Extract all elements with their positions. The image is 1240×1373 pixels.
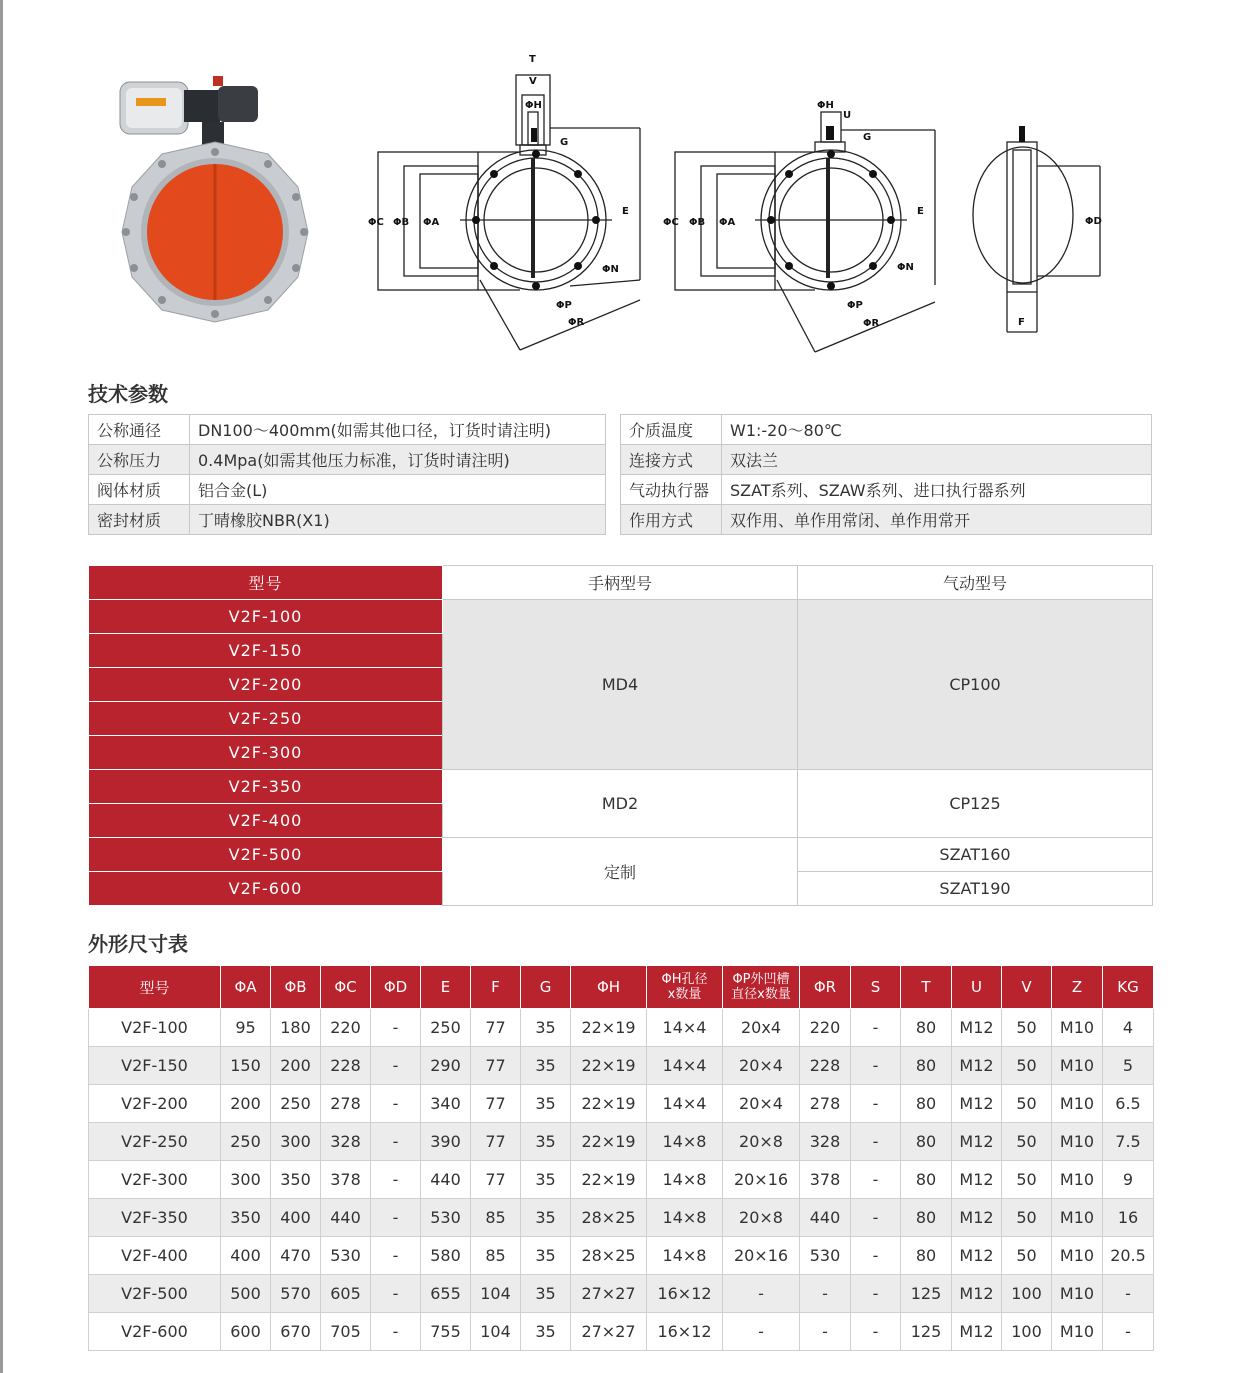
dim-table-row: [89, 1313, 1154, 1351]
dim-value-cell: M12: [952, 1047, 1002, 1085]
dim-table-title: 外形尺寸表: [88, 932, 188, 956]
label-h2: ΦH: [817, 100, 834, 111]
dim-value-cell: 85: [471, 1237, 521, 1275]
dim-value-cell: 200: [271, 1047, 321, 1085]
dim-value-cell: 14×8: [647, 1237, 723, 1275]
dim-value-cell: -: [371, 1047, 421, 1085]
dim-value-cell: -: [800, 1313, 851, 1351]
dim-value-cell: -: [371, 1009, 421, 1047]
dim-value-cell: 250: [421, 1009, 471, 1047]
dim-value-cell: 290: [421, 1047, 471, 1085]
dim-header-cell: F: [471, 966, 521, 1009]
dim-value-cell: -: [371, 1161, 421, 1199]
dim-value-cell: M12: [952, 1161, 1002, 1199]
handle-cell: MD4: [443, 600, 798, 770]
dim-value-cell: M12: [952, 1313, 1002, 1351]
dim-header-cell: ΦB: [271, 966, 321, 1009]
label-t: T: [529, 54, 536, 65]
label-h: ΦH: [525, 100, 542, 111]
dim-value-cell: 50: [1002, 1047, 1052, 1085]
dim-value-cell: 300: [221, 1161, 271, 1199]
dim-value-cell: -: [851, 1161, 901, 1199]
dim-header-cell: ΦH孔径 x数量: [647, 966, 723, 1009]
dim-table-row: [89, 1275, 1154, 1313]
dim-model-cell: V2F-600: [89, 1313, 221, 1351]
dim-value-cell: 300: [271, 1123, 321, 1161]
dim-value-cell: 4: [1103, 1009, 1154, 1047]
dim-value-cell: 530: [421, 1199, 471, 1237]
dim-value-cell: 440: [800, 1199, 851, 1237]
dim-value-cell: 35: [521, 1237, 571, 1275]
param-key: 介质温度: [621, 415, 722, 445]
dim-value-cell: 80: [901, 1237, 952, 1275]
model-cell: V2F-350: [89, 770, 443, 804]
dim-value-cell: M10: [1052, 1047, 1103, 1085]
pneumatic-cell: CP125: [798, 770, 1153, 838]
param-row: [621, 445, 1152, 475]
param-row: [89, 475, 606, 505]
dim-header-cell: T: [901, 966, 952, 1009]
dim-value-cell: 22×19: [571, 1085, 647, 1123]
dim-header-cell: KG: [1103, 966, 1154, 1009]
dim-value-cell: -: [851, 1009, 901, 1047]
dim-value-cell: -: [371, 1123, 421, 1161]
dim-header-cell: U: [952, 966, 1002, 1009]
param-row: [89, 505, 606, 535]
dim-value-cell: 35: [521, 1199, 571, 1237]
label-g: G: [560, 137, 569, 148]
model-cell: V2F-300: [89, 736, 443, 770]
label-r2: ΦR: [863, 318, 880, 329]
label-c: ΦC: [368, 217, 384, 228]
label-a2: ΦA: [719, 217, 736, 228]
dim-value-cell: 77: [471, 1161, 521, 1199]
dim-model-cell: V2F-350: [89, 1199, 221, 1237]
dim-value-cell: -: [723, 1313, 800, 1351]
dim-value-cell: 350: [271, 1161, 321, 1199]
dim-value-cell: 350: [221, 1199, 271, 1237]
param-value: 双法兰: [722, 445, 1152, 475]
dim-value-cell: 35: [521, 1161, 571, 1199]
dim-value-cell: 670: [271, 1313, 321, 1351]
label-a: ΦA: [423, 217, 440, 228]
dim-value-cell: 28×25: [571, 1237, 647, 1275]
dim-value-cell: 125: [901, 1313, 952, 1351]
dim-value-cell: -: [851, 1199, 901, 1237]
dim-value-cell: 755: [421, 1313, 471, 1351]
dim-value-cell: 27×27: [571, 1275, 647, 1313]
dim-value-cell: 200: [221, 1085, 271, 1123]
dim-header-cell: Z: [1052, 966, 1103, 1009]
dim-header-cell: ΦC: [321, 966, 371, 1009]
dim-value-cell: 77: [471, 1009, 521, 1047]
dim-value-cell: 400: [271, 1199, 321, 1237]
dim-value-cell: -: [851, 1047, 901, 1085]
dim-value-cell: 80: [901, 1009, 952, 1047]
dim-value-cell: 14×4: [647, 1085, 723, 1123]
dim-value-cell: 50: [1002, 1199, 1052, 1237]
dim-value-cell: 100: [1002, 1313, 1052, 1351]
dim-value-cell: 22×19: [571, 1161, 647, 1199]
label-u2: U: [843, 110, 852, 121]
dim-value-cell: 20×4: [723, 1047, 800, 1085]
dim-value-cell: 125: [901, 1275, 952, 1313]
pneumatic-cell: SZAT190: [798, 872, 1153, 906]
dim-value-cell: 50: [1002, 1123, 1052, 1161]
technical-drawing-front: [360, 50, 650, 360]
dim-value-cell: 50: [1002, 1009, 1052, 1047]
dim-value-cell: 580: [421, 1237, 471, 1275]
model-table: [88, 565, 1153, 906]
dim-value-cell: M10: [1052, 1199, 1103, 1237]
handle-header: 手柄型号: [443, 566, 798, 600]
dim-table-row: [89, 1085, 1154, 1123]
dim-value-cell: M12: [952, 1237, 1002, 1275]
label-b: ΦB: [393, 217, 410, 228]
dim-value-cell: 80: [901, 1047, 952, 1085]
tech-params-title: 技术参数: [88, 382, 168, 406]
dim-value-cell: M10: [1052, 1009, 1103, 1047]
dim-value-cell: M10: [1052, 1161, 1103, 1199]
dim-value-cell: 28×25: [571, 1199, 647, 1237]
dim-value-cell: -: [1103, 1313, 1154, 1351]
handle-cell: MD2: [443, 770, 798, 838]
dim-value-cell: -: [371, 1085, 421, 1123]
dim-value-cell: 104: [471, 1275, 521, 1313]
tech-params: [88, 414, 1152, 536]
dim-value-cell: 705: [321, 1313, 371, 1351]
dim-value-cell: 220: [321, 1009, 371, 1047]
dim-value-cell: -: [723, 1275, 800, 1313]
dim-value-cell: 378: [321, 1161, 371, 1199]
technical-drawing-end: [965, 120, 1115, 340]
dim-value-cell: 378: [800, 1161, 851, 1199]
dim-value-cell: M10: [1052, 1085, 1103, 1123]
dim-table-row: [89, 1009, 1154, 1047]
param-value: DN100～400mm(如需其他口径，订货时请注明): [190, 415, 606, 445]
dim-value-cell: 530: [321, 1237, 371, 1275]
dim-header-cell: S: [851, 966, 901, 1009]
model-cell: V2F-600: [89, 872, 443, 906]
label-v: V: [529, 76, 537, 87]
dim-value-cell: 440: [421, 1161, 471, 1199]
dim-value-cell: 600: [221, 1313, 271, 1351]
label-b2: ΦB: [689, 217, 706, 228]
param-value: 铝合金(L): [190, 475, 606, 505]
dim-model-cell: V2F-150: [89, 1047, 221, 1085]
dim-header-cell: G: [521, 966, 571, 1009]
dim-value-cell: 16: [1103, 1199, 1154, 1237]
dim-value-cell: 180: [271, 1009, 321, 1047]
pneumatic-cell: SZAT160: [798, 838, 1153, 872]
dim-header-cell: 型号: [89, 966, 221, 1009]
dim-value-cell: 20×8: [723, 1199, 800, 1237]
dim-value-cell: -: [851, 1313, 901, 1351]
dim-value-cell: M12: [952, 1009, 1002, 1047]
handle-cell: 定制: [443, 838, 798, 906]
dim-value-cell: 85: [471, 1199, 521, 1237]
dim-value-cell: 35: [521, 1313, 571, 1351]
dim-value-cell: 27×27: [571, 1313, 647, 1351]
dim-table-row: [89, 1199, 1154, 1237]
dim-value-cell: M10: [1052, 1123, 1103, 1161]
dim-value-cell: 80: [901, 1161, 952, 1199]
param-value: SZAT系列、SZAW系列、进口执行器系列: [722, 475, 1152, 505]
dim-value-cell: 22×19: [571, 1009, 647, 1047]
dim-value-cell: 14×4: [647, 1009, 723, 1047]
pneumatic-cell: CP100: [798, 600, 1153, 770]
dim-value-cell: M12: [952, 1085, 1002, 1123]
param-row: [89, 445, 606, 475]
param-value: W1:-20～80℃: [722, 415, 1152, 445]
dim-value-cell: 35: [521, 1009, 571, 1047]
label-n2: ΦN: [897, 262, 914, 273]
dim-value-cell: 14×8: [647, 1161, 723, 1199]
dim-value-cell: 400: [221, 1237, 271, 1275]
param-row: [89, 415, 606, 445]
dim-value-cell: 278: [321, 1085, 371, 1123]
dim-value-cell: 340: [421, 1085, 471, 1123]
dim-value-cell: 20×16: [723, 1161, 800, 1199]
dim-header-cell: ΦP外凹槽 直径x数量: [723, 966, 800, 1009]
param-key: 密封材质: [89, 505, 190, 535]
dim-value-cell: M10: [1052, 1237, 1103, 1275]
dim-value-cell: 80: [901, 1123, 952, 1161]
label-p2: ΦP: [847, 300, 863, 311]
model-cell: V2F-100: [89, 600, 443, 634]
param-row: [621, 475, 1152, 505]
tech-params-left-table: [88, 414, 606, 535]
dim-value-cell: 5: [1103, 1047, 1154, 1085]
dim-value-cell: 14×8: [647, 1199, 723, 1237]
dim-value-cell: 14×4: [647, 1047, 723, 1085]
model-cell: V2F-150: [89, 634, 443, 668]
dim-value-cell: M12: [952, 1199, 1002, 1237]
param-row: [621, 505, 1152, 535]
dim-value-cell: 22×19: [571, 1047, 647, 1085]
param-row: [621, 415, 1152, 445]
dim-value-cell: 20x4: [723, 1009, 800, 1047]
dim-value-cell: -: [371, 1237, 421, 1275]
dim-value-cell: 16×12: [647, 1275, 723, 1313]
dim-value-cell: 35: [521, 1085, 571, 1123]
dim-header-cell: V: [1002, 966, 1052, 1009]
dim-header-cell: ΦA: [221, 966, 271, 1009]
label-e2: E: [917, 206, 924, 217]
dimension-table: [88, 965, 1154, 1351]
pneumatic-header: 气动型号: [798, 566, 1153, 600]
valve-photo: [118, 72, 313, 334]
param-key: 公称压力: [89, 445, 190, 475]
dim-value-cell: -: [1103, 1275, 1154, 1313]
dim-value-cell: 77: [471, 1123, 521, 1161]
dim-value-cell: 278: [800, 1085, 851, 1123]
label-f3: F: [1018, 317, 1025, 328]
model-cell: V2F-400: [89, 804, 443, 838]
dim-value-cell: 228: [321, 1047, 371, 1085]
dim-model-cell: V2F-500: [89, 1275, 221, 1313]
label-e: E: [622, 206, 629, 217]
dim-table-row: [89, 1237, 1154, 1275]
param-key: 阀体材质: [89, 475, 190, 505]
dim-model-cell: V2F-250: [89, 1123, 221, 1161]
dim-value-cell: 470: [271, 1237, 321, 1275]
dim-value-cell: M12: [952, 1275, 1002, 1313]
dim-header-cell: ΦR: [800, 966, 851, 1009]
dim-header-cell: ΦD: [371, 966, 421, 1009]
dim-value-cell: 6.5: [1103, 1085, 1154, 1123]
dim-model-cell: V2F-100: [89, 1009, 221, 1047]
label-r: ΦR: [568, 317, 585, 328]
dim-value-cell: 20×8: [723, 1123, 800, 1161]
dim-value-cell: 22×19: [571, 1123, 647, 1161]
dim-value-cell: 250: [221, 1123, 271, 1161]
dim-table-row: [89, 1123, 1154, 1161]
dim-value-cell: 50: [1002, 1237, 1052, 1275]
dim-value-cell: 228: [800, 1047, 851, 1085]
label-d3: ΦD: [1085, 216, 1102, 227]
dim-value-cell: M12: [952, 1123, 1002, 1161]
dim-model-cell: V2F-300: [89, 1161, 221, 1199]
dim-value-cell: 390: [421, 1123, 471, 1161]
dim-value-cell: 14×8: [647, 1123, 723, 1161]
dim-value-cell: 77: [471, 1085, 521, 1123]
dim-value-cell: -: [851, 1237, 901, 1275]
dim-value-cell: 35: [521, 1047, 571, 1085]
dim-value-cell: 16×12: [647, 1313, 723, 1351]
dim-value-cell: 440: [321, 1199, 371, 1237]
dim-value-cell: 605: [321, 1275, 371, 1313]
dim-value-cell: 250: [271, 1085, 321, 1123]
param-value: 0.4Mpa(如需其他压力标准，订货时请注明): [190, 445, 606, 475]
dim-value-cell: 100: [1002, 1275, 1052, 1313]
label-c2: ΦC: [663, 217, 679, 228]
dim-value-cell: 35: [521, 1123, 571, 1161]
param-value: 丁晴橡胶NBR(X1): [190, 505, 606, 535]
dim-value-cell: 50: [1002, 1085, 1052, 1123]
dim-value-cell: -: [371, 1199, 421, 1237]
model-cell: V2F-500: [89, 838, 443, 872]
dim-value-cell: 570: [271, 1275, 321, 1313]
dim-value-cell: M10: [1052, 1275, 1103, 1313]
dim-value-cell: 7.5: [1103, 1123, 1154, 1161]
param-key: 公称通径: [89, 415, 190, 445]
param-key: 作用方式: [621, 505, 722, 535]
dim-value-cell: -: [851, 1123, 901, 1161]
label-g2: G: [863, 132, 872, 143]
dim-value-cell: 35: [521, 1275, 571, 1313]
dim-value-cell: 150: [221, 1047, 271, 1085]
dim-model-cell: V2F-400: [89, 1237, 221, 1275]
technical-drawing-side: [655, 90, 945, 360]
label-n: ΦN: [602, 264, 619, 275]
dim-header-cell: ΦH: [571, 966, 647, 1009]
dim-value-cell: 20×16: [723, 1237, 800, 1275]
dim-value-cell: 95: [221, 1009, 271, 1047]
label-p: ΦP: [556, 300, 572, 311]
dim-value-cell: M10: [1052, 1313, 1103, 1351]
tech-params-right-table: [620, 414, 1152, 535]
param-value: 双作用、单作用常闭、单作用常开: [722, 505, 1152, 535]
dim-value-cell: -: [371, 1313, 421, 1351]
dim-value-cell: 80: [901, 1199, 952, 1237]
dim-value-cell: 80: [901, 1085, 952, 1123]
model-cell: V2F-200: [89, 668, 443, 702]
dim-value-cell: 530: [800, 1237, 851, 1275]
dim-table-row: [89, 1047, 1154, 1085]
model-header: 型号: [89, 566, 443, 600]
dim-value-cell: -: [371, 1275, 421, 1313]
dim-value-cell: 9: [1103, 1161, 1154, 1199]
param-key: 连接方式: [621, 445, 722, 475]
dim-table-row: [89, 1161, 1154, 1199]
dim-value-cell: -: [851, 1275, 901, 1313]
dim-value-cell: -: [800, 1275, 851, 1313]
param-key: 气动执行器: [621, 475, 722, 505]
dim-value-cell: 328: [800, 1123, 851, 1161]
dim-value-cell: 20×4: [723, 1085, 800, 1123]
dim-value-cell: 500: [221, 1275, 271, 1313]
dim-value-cell: -: [851, 1085, 901, 1123]
dim-value-cell: 328: [321, 1123, 371, 1161]
page-left-border: [0, 0, 3, 1373]
dim-value-cell: 20.5: [1103, 1237, 1154, 1275]
dim-model-cell: V2F-200: [89, 1085, 221, 1123]
dim-value-cell: 220: [800, 1009, 851, 1047]
dim-value-cell: 104: [471, 1313, 521, 1351]
model-cell: V2F-250: [89, 702, 443, 736]
dim-value-cell: 50: [1002, 1161, 1052, 1199]
dim-header-cell: E: [421, 966, 471, 1009]
dim-value-cell: 655: [421, 1275, 471, 1313]
dim-value-cell: 77: [471, 1047, 521, 1085]
